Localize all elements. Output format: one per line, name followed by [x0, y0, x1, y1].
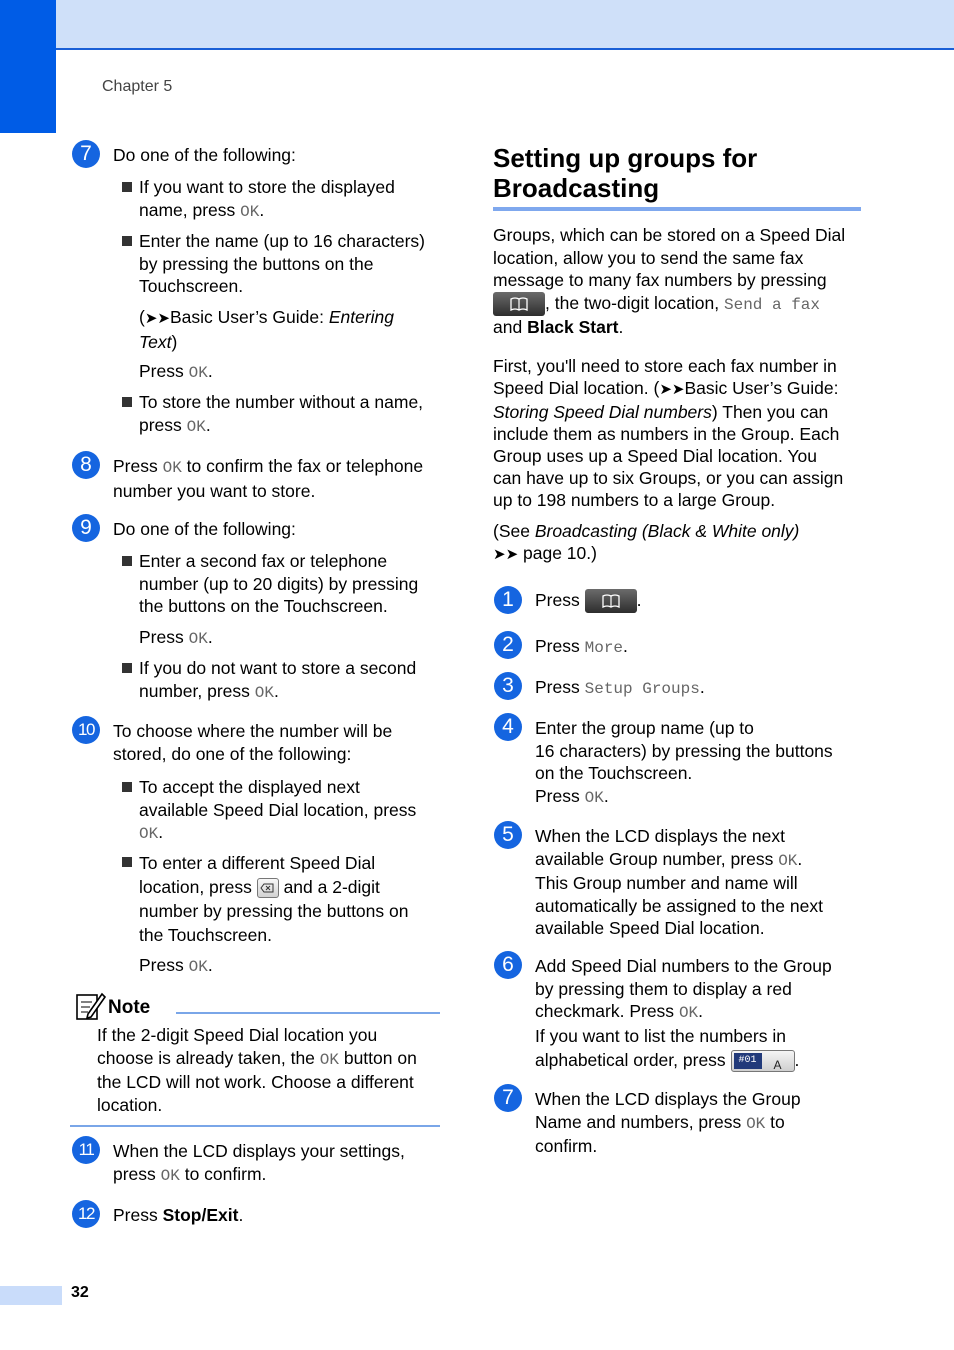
step-11-text: When the LCD displays your settings, press OK to confirm. — [113, 1141, 405, 1185]
step-9-option-second-number: Enter a second fax or telephone number (up to 20 digits) by pressing the buttons on the Touchscreen. — [139, 551, 419, 616]
see-reference: (See Broadcasting (Black & White only) ➤➤ page 10.) — [493, 521, 800, 563]
step-number-3: 3 — [494, 672, 522, 700]
step-9-text: Do one of the following: — [113, 519, 296, 539]
address-book-button-icon — [585, 589, 637, 613]
step-number-7-right: 7 — [494, 1084, 522, 1112]
store-paragraph: First, you'll need to store each fax number in Speed Dial location. (➤➤Basic User’s Guide: Storing Speed Dial numbers) Then you can include them as numbers in the Group. Each Group uses up a Speed Dial location. You can have up to six Groups, or you can assign up to 198 numbers to a large Group. — [493, 356, 844, 510]
bullet-icon — [122, 182, 132, 192]
step-7-text: Do one of the following: — [113, 145, 296, 165]
step-7-option-enter-name: Enter the name (up to 16 characters) by pressing the buttons on the Touchscreen. — [139, 231, 425, 296]
step-number-9: 9 — [72, 514, 100, 542]
step-7-press-ok: Press OK. — [139, 361, 213, 382]
bullet-icon — [122, 556, 132, 566]
bullet-icon — [122, 782, 132, 792]
step-number-2: 2 — [494, 631, 522, 659]
sort-alphabetical-button-icon: #01 A — [731, 1050, 795, 1072]
step-7-reference: (➤➤Basic User’s Guide: Entering Text) — [139, 307, 395, 352]
step-2-text: Press More. — [535, 636, 628, 657]
step-number-10: 10 — [72, 716, 100, 744]
step-10-press-ok: Press OK. — [139, 955, 213, 976]
step-number-12: 12 — [72, 1200, 100, 1228]
step-3-text: Press Setup Groups. — [535, 677, 705, 698]
page-number: 32 — [71, 1284, 89, 1301]
step-10-option-different: To enter a different Speed Dial location, press and a 2-digit number by pressing the buttons on the Touchscreen. — [139, 853, 409, 945]
step-9-option-no-second: If you do not want to store a second number, press OK. — [139, 658, 417, 702]
step-number-4: 4 — [494, 713, 522, 741]
double-arrow-icon: ➤➤ — [144, 310, 170, 327]
step-10-option-accept: To accept the displayed next available Speed Dial location, press OK. — [139, 777, 417, 843]
step-5-text: When the LCD displays the next available Group number, press OK. This Group number and name will automatically be assigned to the next available Speed Dial location. — [535, 826, 823, 938]
step-number-1: 1 — [494, 586, 522, 614]
step-number-8: 8 — [72, 451, 100, 479]
bullet-icon — [122, 236, 132, 246]
step-number-11: 11 — [72, 1136, 100, 1164]
step-7-option-no-name: To store the number without a name, press OK. — [139, 392, 424, 436]
step-6-text: Add Speed Dial numbers to the Group by pressing them to display a red checkmark. Press OK. If you want to list the numbers in alphabetical order, press #01 A . — [535, 956, 832, 1073]
step-number-5: 5 — [494, 821, 522, 849]
step-number-7: 7 — [72, 140, 100, 168]
intro-paragraph: Groups, which can be stored on a Speed Dial location, allow you to send the same fax message to many fax numbers by pressing , the two-digit location, Send a fax and Black Start. — [493, 225, 846, 337]
bullet-icon — [122, 663, 132, 673]
header-band — [0, 0, 954, 50]
step-7-right-text: When the LCD displays the Group Name and numbers, press OK to confirm. — [535, 1089, 801, 1156]
note-title: Note — [108, 997, 151, 1018]
note-pencil-icon — [74, 990, 106, 1027]
step-4-text: Enter the group name (up to 16 characters) by pressing the buttons on the Touchscreen. Press OK. — [535, 718, 833, 807]
step-7-option-store-displayed: If you want to store the displayed name, press OK. — [139, 177, 395, 221]
step-number-6: 6 — [494, 951, 522, 979]
heading-rule — [493, 207, 861, 211]
section-heading: Setting up groups for Broadcasting — [493, 143, 758, 203]
bullet-icon — [122, 857, 132, 867]
page-number-bar — [0, 1286, 62, 1305]
bullet-icon — [122, 397, 132, 407]
chapter-label: Chapter 5 — [102, 78, 173, 95]
step-9-press-ok: Press OK. — [139, 627, 213, 648]
step-1-text: Press . — [535, 589, 641, 613]
note-text: If the 2-digit Speed Dial location you choose is already taken, the OK button on the LCD will not work. Choose a different location. — [97, 1025, 417, 1115]
note-bottom-rule — [70, 1125, 440, 1127]
address-book-button-icon — [493, 292, 545, 316]
step-10-text: To choose where the number will be stored, do one of the following: — [113, 721, 393, 764]
double-arrow-icon: ➤➤ — [659, 381, 685, 398]
chapter-tab — [0, 0, 56, 133]
double-arrow-icon: ➤➤ — [493, 546, 519, 563]
step-12-text: Press Stop/Exit. — [113, 1205, 244, 1225]
note-top-rule — [176, 1012, 440, 1014]
step-8-text: Press OK to confirm the fax or telephone number you want to store. — [113, 456, 424, 501]
backspace-button-icon — [257, 878, 279, 898]
